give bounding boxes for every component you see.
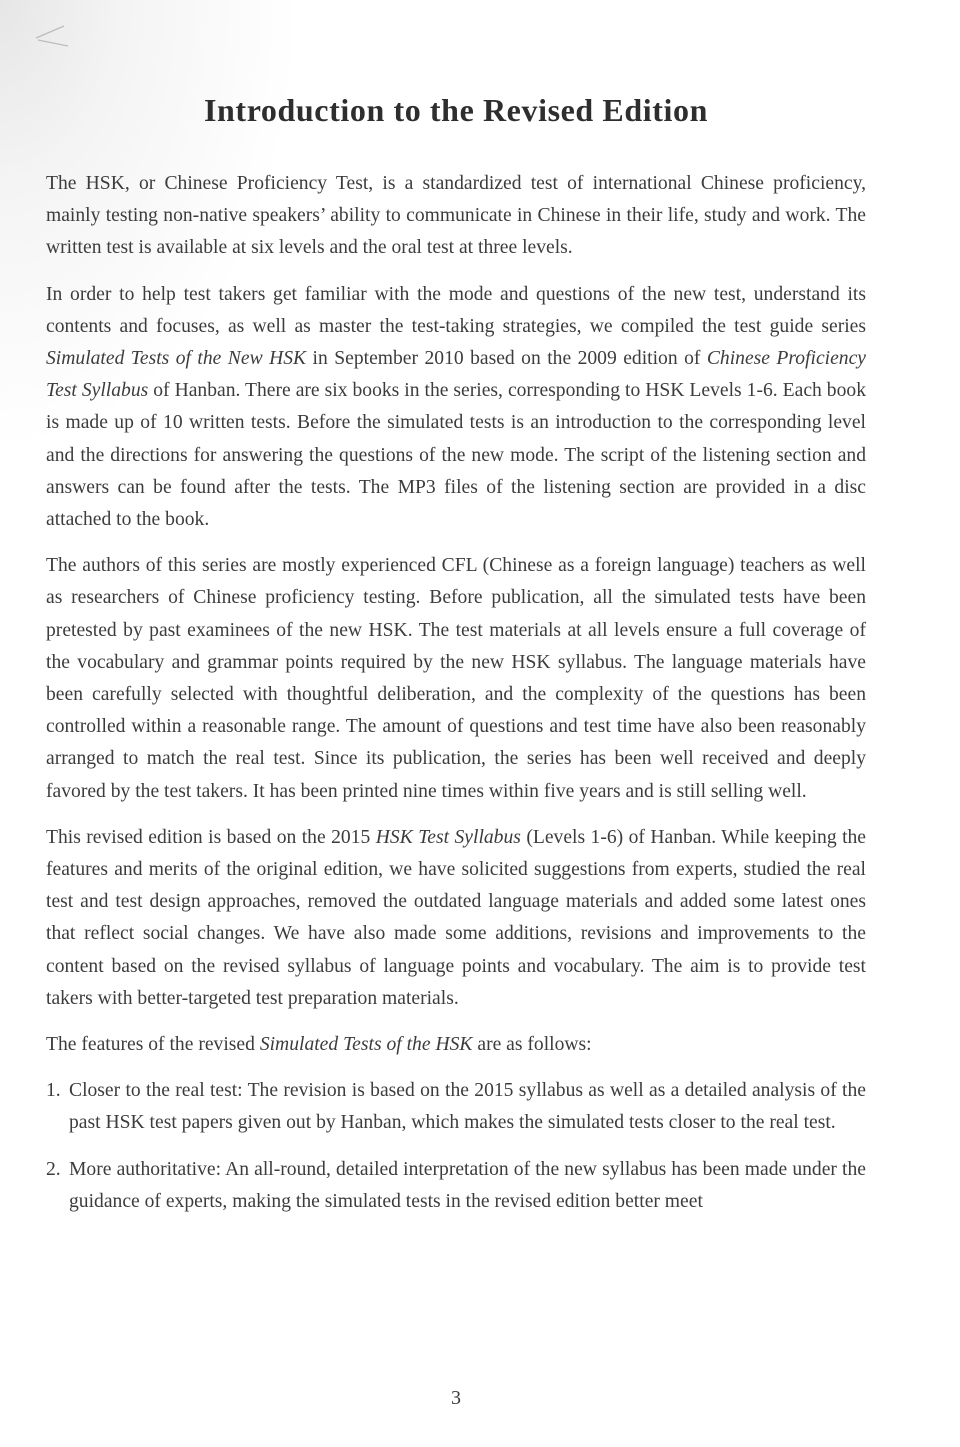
body-text: [46, 168, 866, 1232]
page-number: 3: [451, 1387, 461, 1409]
list-item-number: 1.: [46, 1080, 61, 1102]
paragraph-revised-edition: This revised edition is based on the 2015 HSK Test Syllabus (Levels 1-6) of Hanban. While keeping the features and merits of the original edition, we have solicited suggestions from experts, studied the real test and test design approaches, removed the outdated language materials and added some latest ones that reflect social changes. We have also made some additions, revisions and improvements to the content based on the revised syllabus of language points and vocabulary. The aim is to provide test takers with better-targeted test preparation materials.: [46, 826, 867, 1009]
corner-scribble-mark: [34, 20, 74, 50]
paragraph-features-intro: The features of the revised Simulated Tests of the HSK are as follows:: [46, 1034, 592, 1056]
paragraph-series-history: In order to help test takers get familiar with the mode and questions of the new test, understand its contents and focuses, as well as master the test-taking strategies, we compiled the test guide series Simulated Tests of the New HSK in September 2010 based on the 2009 edition of Chinese Proficiency Test Syllabus of Hanban. There are six books in the series, corresponding to HSK Levels 1-6. Each book is made up of 10 written tests. Before the simulated tests is an introduction to the corresponding level and the directions for answering the questions of the new mode. The script of the listening section and answers can be found after the tests. The MP3 files of the listening section are provided in a disc attached to the book.: [46, 283, 866, 531]
list-item-text: Closer to the real test: The revision is based on the 2015 syllabus as well as a detailed analysis of the past HSK test papers given out by Hanban, which makes the simulated tests closer to the real test.: [69, 1080, 866, 1134]
paragraph-authors: The authors of this series are mostly experienced CFL (Chinese as a foreign language) teachers as well as researchers of Chinese proficiency testing. Before publication, all the simulated tests have been pretested by past examinees of the new HSK. The test materials at all levels ensure a full coverage of the vocabulary and grammar points required by the new HSK syllabus. The language materials have been carefully selected with thoughtful deliberation, and the complexity of the questions has been controlled within a reasonable range. The amount of questions and test time have also been reasonably arranged to match the real test. Since its publication, the series has been well received and deeply favored by the test takers. It has been printed nine times within five years and is still selling well.: [46, 555, 866, 802]
book-title-simulated-tests-new-hsk: Simulated Tests of the New HSK: [46, 348, 307, 370]
book-title-simulated-tests-hsk: Simulated Tests of the HSK: [259, 1034, 473, 1056]
list-item: [46, 1075, 866, 1139]
book-title-hsk-test-syllabus: HSK Test Syllabus: [375, 826, 521, 848]
book-title-syllabus: Chinese Proficiency Test Syllabus: [46, 348, 866, 402]
features-list: [46, 1075, 866, 1218]
list-item-text: More authoritative: An all-round, detailed interpretation of the new syllabus has been made under the guidance of experts, making the simulated tests in the revised edition better meet: [69, 1158, 866, 1212]
list-item-number: 2.: [46, 1158, 61, 1180]
list-item: [46, 1154, 866, 1218]
paragraph-hsk-definition: The HSK, or Chinese Proficiency Test, is a standardized test of international Chinese proficiency, mainly testing non-native speakers’ ability to communicate in Chinese in their life, study and work. The written test is available at six levels and the oral test at three levels.: [46, 173, 866, 259]
page-title: Introduction to the Revised Edition: [203, 92, 708, 128]
